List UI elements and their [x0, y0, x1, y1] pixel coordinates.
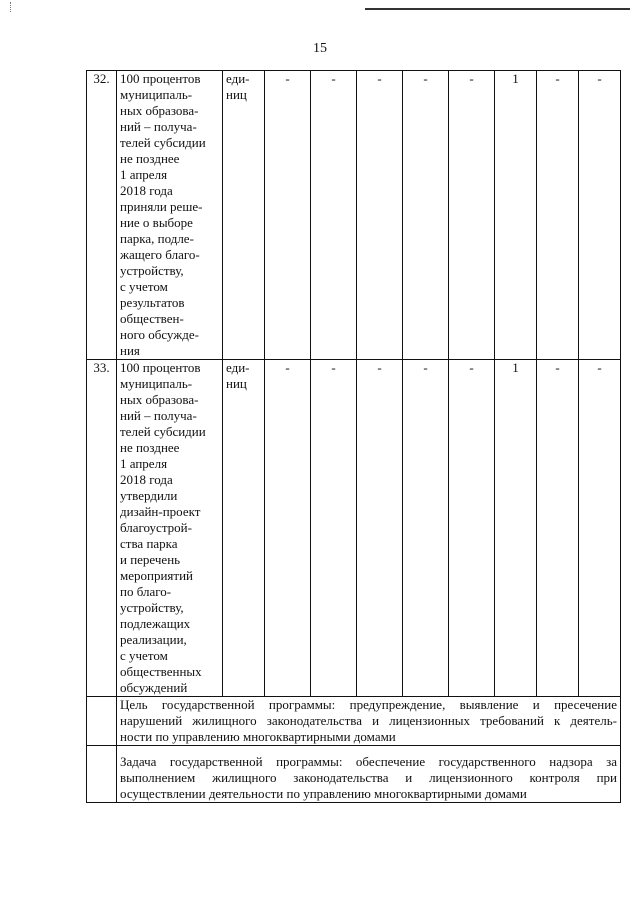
- row-number: 33.: [87, 360, 117, 697]
- indicator-description: 100 процентов муниципаль- ных образова- ний – получа- телей субсидии не позднее 1 апреля 2018 года утвердили дизайн-проект благоустрой- ства парка и перечень мероприятий по благо- устройству, подлежащих реализации, с учетом общественных обсуждений: [117, 360, 223, 697]
- value-cell: -: [537, 71, 579, 360]
- table-row-task: [87, 746, 621, 803]
- indicators-table: [86, 70, 621, 803]
- value-cell: -: [579, 360, 621, 697]
- header-rule: [365, 8, 630, 10]
- value-cell: -: [265, 360, 311, 697]
- value-cell: -: [579, 71, 621, 360]
- value-cell: 1: [495, 71, 537, 360]
- scan-corner-mark: [10, 2, 17, 12]
- table-row-32: [87, 71, 621, 360]
- program-task: Задача государственной программы: обеспечение государственного надзора за выполнением жилищного законодательства и лицензионного контроля при осуществлении деятельности по управлению многоквартирными домами: [117, 746, 621, 803]
- value-cell: -: [357, 71, 403, 360]
- value-cell: -: [311, 360, 357, 697]
- page-number: 15: [313, 41, 327, 56]
- value-cell: 1: [495, 360, 537, 697]
- row-number-empty: [87, 746, 117, 803]
- table-row-33: [87, 360, 621, 697]
- indicator-description: 100 процентов муниципаль- ных образова- ний – получа- телей субсидии не позднее 1 апреля 2018 года приняли реше- ние о выборе парка, подле- жащего благо- устройству, с учетом результатов обществен- ного обсужде- ния: [117, 71, 223, 360]
- row-number-empty: [87, 697, 117, 746]
- value-cell: -: [311, 71, 357, 360]
- value-cell: -: [403, 71, 449, 360]
- value-cell: -: [537, 360, 579, 697]
- unit-cell: еди- ниц: [223, 71, 265, 360]
- value-cell: -: [265, 71, 311, 360]
- value-cell: -: [449, 360, 495, 697]
- value-cell: -: [449, 71, 495, 360]
- value-cell: -: [357, 360, 403, 697]
- unit-cell: еди- ниц: [223, 360, 265, 697]
- program-goal: Цель государственной программы: предупреждение, выявление и пресечение нарушений жилищного законодательства и лицензионных требований к деятель- ности по управлению многоквартирными домами: [117, 697, 621, 746]
- value-cell: -: [403, 360, 449, 697]
- table-row-goal: [87, 697, 621, 746]
- row-number: 32.: [87, 71, 117, 360]
